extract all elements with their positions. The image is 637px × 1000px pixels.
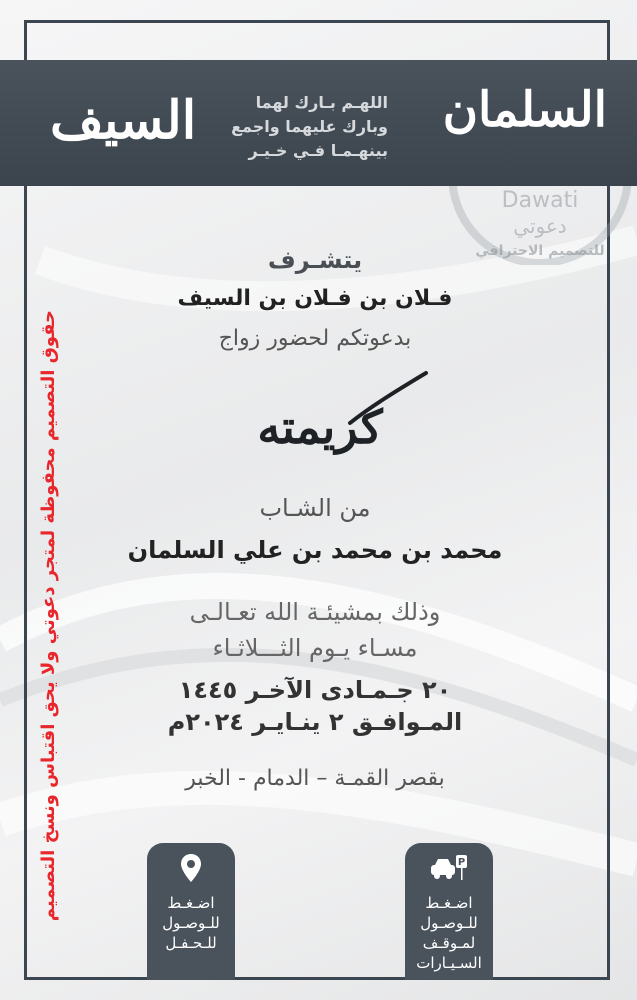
parking-label-line: للـوصـول [420, 914, 478, 932]
groom-name: محمد بن محمد بن علي السلمان [127, 536, 503, 564]
parking-label-line: اضـغـط [425, 894, 473, 912]
location-label-line: للـوصـول [162, 914, 220, 932]
watermark-arc-text: للتصميم الاحترافي [475, 243, 605, 259]
family-name-right: السلمان [442, 82, 607, 138]
svg-text:P: P [457, 857, 466, 868]
parking-label-line: لمـوقـف [422, 934, 476, 952]
from-groom-line: من الشـاب [259, 494, 371, 522]
parking-button[interactable] [405, 843, 493, 980]
location-label-line: للـحـفـل [165, 934, 217, 952]
blessing-text [226, 91, 388, 163]
hijri-date: ٢٠ جـمـادى الآخـر ١٤٤٥ [178, 676, 452, 704]
parking-label-line: السـيـارات [416, 954, 482, 972]
location-label-line: اضـغـط [167, 894, 215, 912]
bride-word: كريمته [257, 400, 383, 454]
location-button[interactable] [147, 843, 235, 980]
will-line: وذلك بمشيئـة الله تعـالـى [189, 598, 441, 626]
host-name: فـلان بن فـلان بن السيف [177, 286, 453, 311]
evening-line: مسـاء يـوم الثـــلاثـاء [212, 634, 418, 662]
map-pin-icon [180, 853, 202, 883]
honored-line: يتشـرف [267, 246, 363, 274]
blessing-line: اللهـم بـارك لهما [255, 93, 388, 112]
venue-line: بقصر القمـة – الدمام - الخبر [185, 766, 445, 791]
watermark-latin: Dawati [501, 188, 579, 213]
invite-line: بدعوتكم لحضور زواج [218, 326, 412, 351]
car-parking-icon [429, 853, 469, 883]
watermark-arabic: دعوتي [513, 214, 567, 238]
blessing-line: وبارك عليهما واجمع [231, 117, 388, 136]
bride-calligraphy [200, 365, 440, 465]
family-name-left: السيف [50, 90, 197, 151]
copyright-notice: حقوق التصميم محفوظة لمتجر دعوتي ولا يحق اقتباس ونسخ التصميم [38, 310, 59, 922]
gregorian-date: المـوافـق ٢ ينـايـر ٢٠٢٤م [167, 708, 463, 736]
blessing-line: بينهـمـا فـي خـيـر [248, 141, 388, 160]
